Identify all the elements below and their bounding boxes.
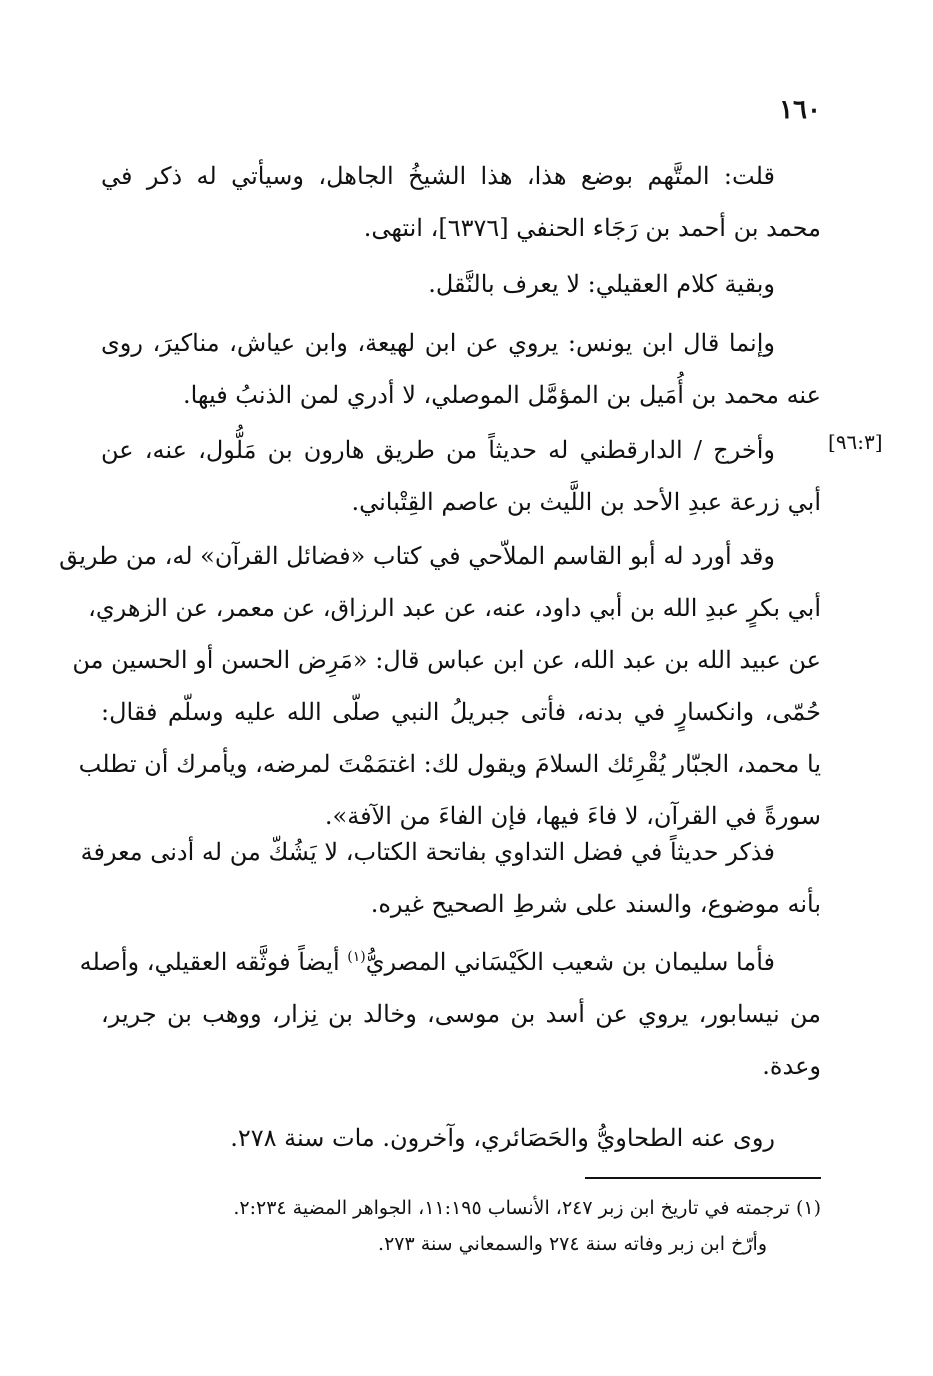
paragraph-6 (80, 826, 821, 930)
paragraph-line: حُمّى، وانكسارٍ في بدنه، فأتى جبريلُ النبي صلّى الله عليه وسلّم فقال: (101, 698, 821, 726)
margin-reference: [٩٦:٣] (828, 430, 883, 454)
paragraph-text: أيضاً فوثَّقه العقيلي، وأصله (79, 948, 348, 976)
paragraph-line: فذكر حديثاً في فضل التداوي بفاتحة الكتاب، لا يَشُكّ من له أدنى معرفة (80, 838, 775, 866)
paragraph-line: محمد بن أحمد بن رَجَاء الحنفي [٦٣٧٦]، انتهى. (363, 214, 821, 242)
paragraph-text: فأما سليمان بن شعيب الكَيْسَاني المصريُّ (365, 948, 775, 976)
page-number: ١٦٠ (779, 95, 821, 125)
paragraph-line: أبي بكرٍ عبدِ الله بن أبي داود، عنه، عن عبد الرزاق، عن معمر، عن الزهري، (88, 594, 821, 622)
paragraph-line: يا محمد، الجبّار يُقْرِئك السلامَ ويقول لك: اغتمَمْتَ لمرضه، ويأمرك أن تطلب (78, 750, 821, 778)
paragraph-line: وقد أورد له أبو القاسم الملاّحي في كتاب «فضائل القرآن» له، من طريق (59, 542, 775, 570)
paragraph-5 (59, 530, 821, 842)
paragraph-line: عن عبيد الله بن عبد الله، عن ابن عباس قال: «مَرِض الحسن أو الحسين من (72, 646, 821, 674)
paragraph-8 (101, 1112, 821, 1164)
paragraph-line: وأخرج / الدارقطني له حديثاً من طريق هارون بن مَلُّول، عنه، عن (101, 436, 775, 464)
paragraph-line: عنه محمد بن أُمَيل بن المؤمَّل الموصلي، لا أدري لمن الذنبُ فيها. (182, 381, 821, 409)
paragraph-4 (101, 424, 821, 528)
footnotes (101, 1190, 821, 1262)
paragraph-3 (101, 317, 821, 421)
paragraph-line: وعدة. (762, 1052, 821, 1080)
paragraph-line: وبقية كلام العقيلي: لا يعرف بالنَّقل. (428, 270, 775, 298)
paragraph-2 (101, 258, 821, 310)
footnote-line: وأرّخ ابن زبر وفاته سنة ٢٧٤ والسمعاني سنة ٢٧٣. (378, 1233, 767, 1255)
paragraph-line: أبي زرعة عبدِ الأحد بن اللَّيث بن عاصم القِتْباني. (351, 488, 821, 516)
paragraph-line (79, 936, 821, 988)
paragraph-line: بأنه موضوع، والسند على شرطِ الصحيح غيره. (370, 890, 821, 918)
footnote-line: (١) ترجمته في تاريخ ابن زبر ٢٤٧، الأنساب ١١:١٩٥، الجواهر المضية ٢:٢٣٤. (233, 1197, 821, 1219)
paragraph-line: وإنما قال ابن يونس: يروي عن ابن لهيعة، وابن عياش، مناكيرَ، روى (101, 329, 775, 357)
paragraph-7 (79, 936, 821, 1092)
footnote-separator (585, 1177, 821, 1179)
paragraph-1 (101, 150, 821, 254)
paragraph-line: من نيسابور، يروي عن أسد بن موسى، وخالد بن نِزار، ووهب بن جرير، (101, 1000, 821, 1028)
footnote-marker: (١) (347, 949, 366, 965)
paragraph-line: روى عنه الطحاويُّ والحَصَائري، وآخرون. مات سنة ٢٧٨. (230, 1124, 775, 1152)
paragraph-line: سورةً في القرآن، لا فاءَ فيها، فإن الفاءَ من الآفة». (324, 802, 821, 830)
paragraph-line: قلت: المتَّهم بوضع هذا، هذا الشيخُ الجاهل، وسيأتي له ذكر في (101, 162, 775, 190)
